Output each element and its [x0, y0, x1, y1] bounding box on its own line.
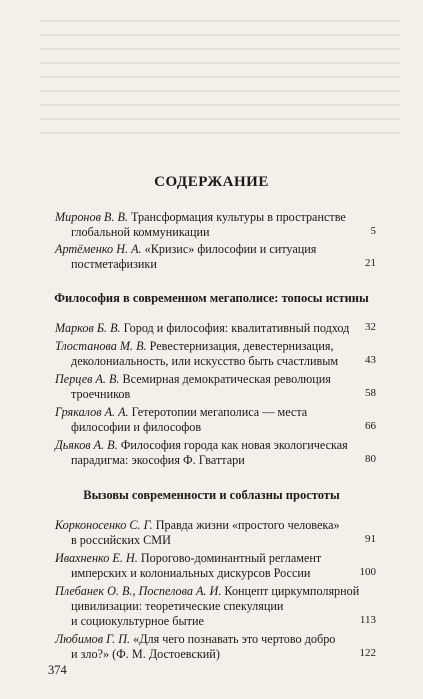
toc-entry — [55, 242, 375, 272]
entry-title-line: и социокультурное бытие — [71, 614, 204, 628]
toc-entry — [55, 339, 375, 369]
entry-page: 43 — [365, 354, 376, 366]
entry-page: 66 — [365, 420, 376, 432]
entry-page: 5 — [370, 225, 376, 237]
entry-title-line: глобальной коммуникации — [71, 225, 210, 239]
entry-author: Дьяков А. В. — [55, 438, 118, 452]
toc-entry — [55, 632, 375, 662]
bleed-through-text — [0, 0, 423, 150]
page-number: 374 — [48, 663, 67, 677]
entry-title-line: Философия города как новая экологическая — [120, 438, 348, 452]
section-title: Философия в современном мегаполисе: топосы истины — [54, 291, 369, 305]
entry-title-line: троечников — [71, 387, 131, 401]
entry-author: Грякалов А. А. — [55, 405, 129, 419]
entry-page: 91 — [365, 533, 376, 545]
entry-page: 122 — [359, 647, 376, 659]
entry-title-line: постметафизики — [71, 257, 157, 271]
entry-title-line: Ревестернизация, девестернизация, — [149, 339, 334, 353]
entry-title-line: цивилизации: теоретические спекуляции — [71, 599, 284, 613]
contents-title: СОДЕРЖАНИЕ — [154, 174, 269, 190]
toc-entry — [55, 584, 375, 629]
entry-title-line: имперских и колониальных дискурсов России — [71, 566, 311, 580]
entry-title-line: Город и философия: квалитативный подход — [123, 321, 350, 335]
entry-author: Корконосенко С. Г. — [55, 518, 153, 532]
entry-title-line: Концепт циркумполярной — [224, 584, 360, 598]
entry-title-line: Правда жизни «простого человека» — [155, 518, 340, 532]
entry-author: Миронов В. В. — [55, 210, 128, 224]
entry-title-line: в российских СМИ — [71, 533, 171, 547]
entry-page: 100 — [359, 566, 376, 578]
entry-title-line: деколониальность, или искусство быть счастливым — [71, 354, 339, 368]
toc-entry — [55, 405, 375, 435]
entry-title-line: «Для чего познавать это чертово добро — [133, 632, 336, 646]
entry-page: 32 — [365, 321, 376, 333]
entry-page: 58 — [365, 387, 376, 399]
entry-page: 80 — [365, 453, 376, 465]
entry-title-line: и зло?» (Ф. М. Достоевский) — [71, 647, 220, 661]
entry-title-line: философии и философов — [71, 420, 202, 434]
entry-author: Тлостанова М. В. — [55, 339, 147, 353]
entry-page: 21 — [365, 257, 376, 269]
toc-entry — [55, 438, 375, 468]
toc-entry — [55, 210, 375, 240]
entry-author: Ивахненко Е. Н. — [55, 551, 138, 565]
entry-title-line: Всемирная демократическая революция — [122, 372, 331, 386]
section-title: Вызовы современности и соблазны простоты — [83, 488, 340, 502]
entry-page: 113 — [359, 614, 376, 626]
entry-author: Марков Б. В. — [55, 321, 121, 335]
toc-entry — [55, 551, 375, 581]
entry-title-line: Порогово-доминантный регламент — [140, 551, 322, 565]
toc-entry — [55, 321, 375, 336]
entry-title-line: Гетеротопии мегаполиса — места — [131, 405, 308, 419]
entry-author: Любимов Г. П. — [55, 632, 131, 646]
entry-title-line: «Кризис» философии и ситуация — [144, 242, 317, 256]
toc-entry — [55, 372, 375, 402]
entry-author: Плебанек О. В., Поспелова А. И. — [55, 584, 222, 598]
toc-entry — [55, 518, 375, 548]
entry-title-line: Трансформация культуры в пространстве — [131, 210, 346, 224]
entry-title-line: парадигма: экософия Ф. Гваттари — [71, 453, 245, 467]
entry-author: Артёменко Н. А. — [55, 242, 142, 256]
entry-author: Перцев А. В. — [55, 372, 120, 386]
